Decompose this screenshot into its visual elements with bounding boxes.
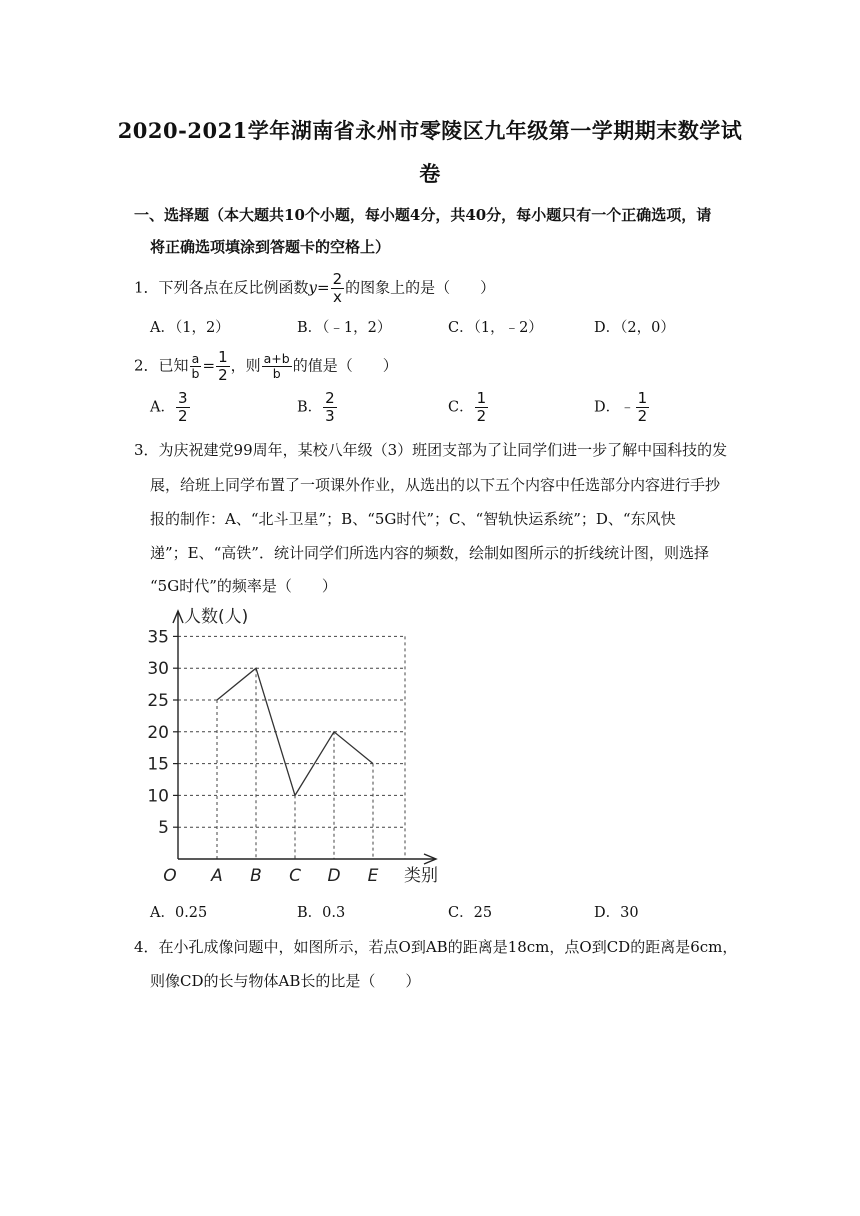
q2-option-b[interactable]: [297, 391, 338, 424]
q1-frac-num: 2: [332, 270, 343, 288]
q2-eq: =: [202, 356, 216, 375]
q2-opt-a-frac: [176, 391, 190, 424]
question-1-stem: [134, 272, 495, 305]
q3-option-d[interactable]: D．30: [594, 905, 639, 921]
q2-option-a[interactable]: [150, 391, 191, 424]
question-2-stem: [134, 350, 398, 383]
q2-fraction-a-b: [190, 350, 202, 381]
q2-opt-d-num: 1: [637, 389, 648, 407]
q2-opt-c-den: 2: [476, 407, 487, 425]
q2-fraction-half: [216, 350, 230, 383]
q4-line-1: 4．在小孔成像问题中，如图所示，若点O到AB的距离是18cm，点O到CD的距离是6cm，: [134, 938, 738, 956]
q2-opt-d-label: D．: [594, 399, 621, 416]
y-tick-label-35: 35: [147, 627, 169, 648]
q2-suffix: 的值是（ ）: [292, 356, 398, 375]
section-line-1: 一、选择题（本大题共10个小题，每小题4分，共40分，每小题只有一个正确选项，请: [134, 206, 712, 224]
q3-line-1: 3．为庆祝建党99周年，某校八年级（3）班团支部为了让同学们进一步了解中国科技的发: [134, 441, 728, 459]
q1-frac-den: x: [332, 288, 342, 306]
q2-opt-c-num: 1: [476, 389, 487, 407]
y-tick-label-15: 15: [147, 754, 169, 775]
x-tick-label-C: C: [289, 866, 301, 886]
q3-option-b[interactable]: B．0.3: [297, 905, 346, 921]
q3-option-a[interactable]: A．0.25: [150, 905, 208, 921]
q1-option-c[interactable]: C．（1，﹣2）: [448, 320, 543, 336]
q2-opt-b-den: 3: [325, 407, 335, 425]
q1-option-a[interactable]: A．（1，2）: [150, 320, 230, 336]
q2-f2-den: 2: [218, 366, 228, 384]
q2-opt-b-label: B．: [297, 399, 323, 416]
q2-opt-a-den: 2: [177, 407, 188, 425]
q2-opt-a-label: A．: [150, 399, 175, 416]
q2-option-c[interactable]: [448, 391, 489, 424]
q2-opt-b-num: 2: [325, 389, 335, 407]
x-tick-label-E: E: [367, 866, 379, 886]
q2-f2-num: 1: [218, 348, 228, 366]
q1-var: y: [308, 278, 318, 297]
q1-eq: =: [317, 278, 330, 297]
q2-option-d[interactable]: [594, 391, 650, 424]
y-tick-label-10: 10: [147, 786, 169, 807]
q2-opt-a-num: 3: [177, 389, 188, 407]
q1-prefix: 1．下列各点在反比例函数: [134, 278, 309, 297]
section-line-2: 将正确选项填涂到答题卡的空格上）: [150, 238, 391, 256]
y-tick-label-30: 30: [147, 659, 169, 680]
q2-opt-b-frac: [323, 391, 337, 424]
q1-suffix: 的图象上的是（ ）: [345, 278, 496, 297]
q2-opt-d-sign: ﹣: [620, 399, 635, 416]
title-line-1: 2020-2021学年湖南省永州市零陵区九年级第一学期期末数学试: [117, 118, 743, 143]
y-tick-label-20: 20: [147, 722, 169, 743]
q3-line-2: 展，给班上同学布置了一项课外作业，从选出的以下五个内容中任选部分内容进行手抄: [150, 476, 721, 494]
q2-f3-den: b: [272, 366, 281, 381]
y-axis-title: 人数(人): [184, 607, 249, 627]
q1-option-b[interactable]: B．（﹣1，2）: [297, 320, 392, 336]
q2-f1-den: b: [191, 366, 200, 381]
q3-line-5: “5G时代”的频率是（ ）: [150, 577, 337, 595]
q2-f1-num: a: [191, 350, 200, 366]
q2-opt-c-frac: [475, 391, 489, 424]
x-tick-label-D: D: [327, 866, 341, 886]
x-tick-label-A: A: [211, 866, 223, 886]
x-axis-title: 类别: [404, 866, 438, 886]
q4-line-2: 则像CD的长与物体AB长的比是（ ）: [150, 972, 421, 990]
q1-fraction: [331, 272, 345, 305]
q2-mid: ，则: [230, 356, 261, 375]
q2-prefix: 2．已知: [134, 356, 189, 375]
q3-line-3: 报的制作：A、“北斗卫星”；B、“5G时代”；C、“智轨快运系统”；D、“东风快: [150, 510, 676, 528]
q2-fraction-apb-b: [262, 350, 292, 381]
q2-opt-d-frac: [636, 391, 650, 424]
y-tick-label-25: 25: [147, 691, 169, 711]
title-line-2: 卷: [419, 161, 441, 186]
q2-opt-c-label: C．: [448, 399, 474, 416]
origin-label: O: [163, 866, 177, 886]
y-tick-label-5: 5: [158, 818, 169, 839]
q3-option-c[interactable]: C．25: [448, 905, 493, 921]
q3-line-4: 递”；E、“高铁”．统计同学们所选内容的频数，绘制如图所示的折线统计图，则选择: [150, 544, 709, 562]
q2-opt-d-den: 2: [637, 407, 648, 425]
q1-option-d[interactable]: D．（2，0）: [594, 320, 675, 336]
frequency-line-chart: [147, 605, 450, 890]
x-tick-label-B: B: [250, 866, 262, 886]
q2-f3-num: a+b: [263, 350, 290, 366]
